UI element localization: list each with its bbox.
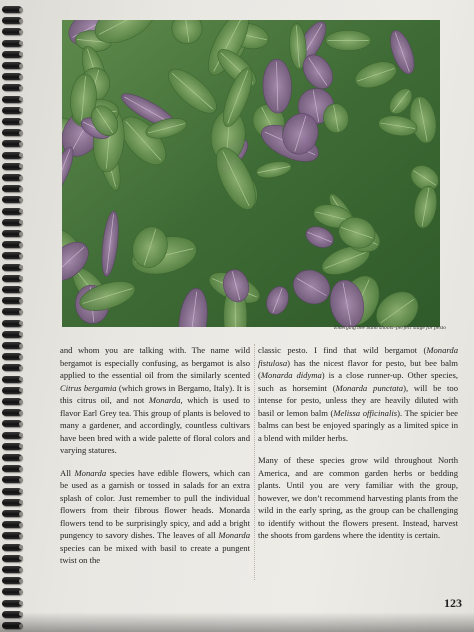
binding-hole <box>19 209 23 213</box>
binding-hole <box>19 534 23 538</box>
photo-caption: Emerging bee balm shoots–perfect stage for pesto <box>334 325 446 331</box>
text-run: ) has the nicest flavor for pesto, but bee balm ( <box>258 357 458 380</box>
binding-hole <box>19 556 23 560</box>
binding-hole <box>19 601 23 605</box>
text-run: (which grows in Bergamo, Italy). It is this citrus oil, and not <box>60 382 251 405</box>
binding-hole <box>19 52 23 56</box>
binding-hole <box>19 131 23 135</box>
text-run: ), will be too intense for pesto, unless they are heavily diluted with basil or lemon balm ( <box>258 382 458 418</box>
italic-term: Monarda didyma <box>260 370 322 380</box>
page-number: 123 <box>444 596 462 610</box>
binding-hole <box>19 321 23 325</box>
paragraph <box>258 344 458 444</box>
binding-hole <box>19 377 23 381</box>
binding-hole <box>19 108 23 112</box>
binding-hole <box>19 86 23 90</box>
binding-hole <box>19 467 23 471</box>
text-run: species can be mixed with basil to create a pungent twist on the <box>60 542 250 565</box>
italic-term: Monarda <box>218 530 250 540</box>
italic-term: Monarda <box>148 395 181 405</box>
text-run: Many of these species grow wild throughout North America, and are common garden herbs or bedding plants. Until you are very familiar with the group, however, we don’t recommend harvesting plants from the wild in the early spring, as the group can be challenging to identify without the flowers present. Instead, harvest the shoots from gardens where the identity is certain. <box>258 455 458 540</box>
binding-hole <box>19 75 23 79</box>
paragraph <box>60 344 250 457</box>
text-run: classic pesto. I find that wild bergamot ( <box>258 345 427 355</box>
binding-hole <box>19 456 23 460</box>
bee-balm-leaves-image <box>62 20 440 327</box>
paragraph <box>258 454 458 542</box>
italic-term: Monarda punctata <box>335 382 404 393</box>
binding-hole <box>19 142 23 146</box>
binding-hole <box>19 153 23 157</box>
column-divider <box>254 344 255 580</box>
binding-hole <box>19 568 23 572</box>
text-run: ) is a close runner-up. Other species, such as horsemint ( <box>258 370 458 393</box>
binding-hole <box>19 500 23 504</box>
italic-term: Citrus bergamia <box>60 382 117 393</box>
binding-hole <box>19 433 23 437</box>
binding-hole <box>19 299 23 303</box>
binding-hole <box>19 220 23 224</box>
binding-hole <box>19 344 23 348</box>
binding-hole <box>19 276 23 280</box>
text-run: species have edible flowers, which can be used as a garnish or tossed in salads for an extra splash of color. Just remember to pull the individual flowers from their fibrous flower heads. Monarda flowers tend to be surprisingly spicy, and add a bright pungency to savory dishes. The leaves of all <box>60 467 250 540</box>
binding-hole <box>19 97 23 101</box>
italic-term: Monarda <box>74 467 107 478</box>
text-column-right <box>258 344 458 552</box>
binding-hole <box>19 243 23 247</box>
binding-hole <box>19 288 23 292</box>
binding-hole <box>19 388 23 392</box>
binding-hole <box>19 523 23 527</box>
binding-hole <box>19 265 23 269</box>
binding-hole <box>19 64 23 68</box>
binding-hole <box>19 187 23 191</box>
binding-hole <box>19 198 23 202</box>
text-run: and whom you are talking with. The name wild bergamot is especially confusing, as bergamot is also applied to the essential oil from the similarly scented <box>60 345 250 380</box>
italic-term: Melissa officinalis <box>333 407 398 418</box>
binding-hole <box>19 30 23 34</box>
paragraph <box>60 467 250 567</box>
binding-hole <box>19 120 23 124</box>
binding-hole <box>19 19 23 23</box>
binding-hole <box>19 332 23 336</box>
spiral-binding <box>0 0 26 632</box>
binding-hole <box>19 444 23 448</box>
binding-hole <box>19 310 23 314</box>
text-run: All <box>60 467 75 478</box>
binding-hole <box>19 366 23 370</box>
italic-term: Monarda fistulosa <box>258 345 458 368</box>
text-column-left <box>60 344 250 577</box>
binding-hole <box>19 400 23 404</box>
binding-hole <box>19 512 23 516</box>
binding-hole <box>19 355 23 359</box>
bee-balm-photo <box>62 20 440 327</box>
binding-hole <box>19 478 23 482</box>
binding-hole <box>19 411 23 415</box>
binding-hole <box>19 232 23 236</box>
binding-hole <box>19 579 23 583</box>
binding-hole <box>19 8 23 12</box>
text-run: ). The spicier bee balms can best be enjoyed sparingly as a limited spice in a blend with milder herbs. <box>258 407 458 443</box>
binding-hole <box>19 164 23 168</box>
page-shadow <box>0 612 474 632</box>
binding-hole <box>19 176 23 180</box>
binding-hole <box>19 422 23 426</box>
binding-hole <box>19 254 23 258</box>
binding-hole <box>19 41 23 45</box>
text-run: , which is used to flavor Earl Grey tea. This group of plants is beloved to many a gardener, and accordingly, countless cultivars have been bred with a wide palette of floral colors and varying statures. <box>60 395 250 455</box>
binding-hole <box>19 590 23 594</box>
binding-hole <box>19 489 23 493</box>
binding-hole <box>19 545 23 549</box>
